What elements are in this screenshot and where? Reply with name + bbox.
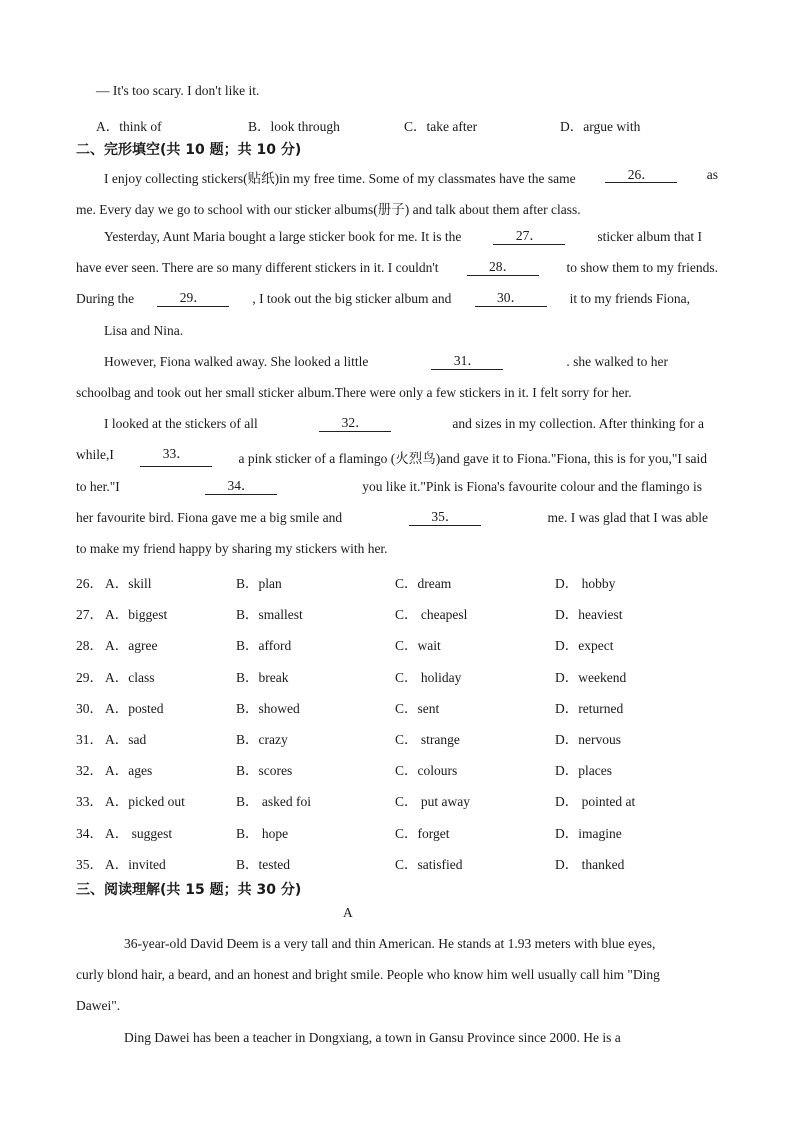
question-number: 26． <box>76 576 103 591</box>
blank-33: 33． <box>140 447 212 467</box>
passage-line-8: schoolbag and took out her small sticker album.There were only a few stickers in it. I felt sorry for her. <box>76 385 632 400</box>
previous-answer-line: — It's too scary. I don't like it. <box>96 83 260 98</box>
passage-line-2: me. Every day we go to school with our sticker albums(册子) and talk about them after class. <box>76 202 581 217</box>
question-number: 31． <box>76 732 103 747</box>
question-row <box>76 572 776 590</box>
question-number: 27． <box>76 607 103 623</box>
option-c: C．take after <box>404 119 478 134</box>
question-row <box>76 634 776 652</box>
option-a: A．agree <box>105 638 158 654</box>
option-c: C．sent <box>395 700 440 716</box>
option-b: B．tested <box>236 856 290 872</box>
blank-35: 35． <box>409 510 481 526</box>
reading-para-1-line-2: curly blond hair, a beard, and an honest and bright smile. People who know him well usually call him "Ding <box>76 967 660 982</box>
option-d: D． hobby <box>555 576 616 591</box>
option-d: D．argue with <box>560 119 641 134</box>
question-row <box>76 666 776 684</box>
option-a: A．think of <box>96 119 162 134</box>
passage-line-4: have ever seen. There are so many different stickers in it. I couldn't 28． to show them to my friends. <box>76 259 718 275</box>
option-d: D．places <box>555 763 612 779</box>
previous-question-options <box>96 115 794 133</box>
option-c: C． cheapesl <box>395 607 468 623</box>
question-number: 32． <box>76 763 103 779</box>
option-b: B．crazy <box>236 732 288 747</box>
question-number: 29． <box>76 669 103 685</box>
option-c: C．wait <box>395 638 441 654</box>
option-b: B．showed <box>236 700 300 716</box>
question-number: 30． <box>76 700 103 716</box>
section-3-title: 三、阅读理解(共 15 题；共 30 分) <box>76 882 302 898</box>
blank-34: 34． <box>205 479 277 495</box>
option-d: D．heaviest <box>555 607 623 623</box>
blank-31: 31． <box>431 354 503 370</box>
option-a: A．skill <box>105 576 152 591</box>
option-c: C． holiday <box>395 669 462 685</box>
reading-para-1-line-3: Dawei". <box>76 998 121 1013</box>
option-a: A．class <box>105 669 155 685</box>
option-b: B． hope <box>236 825 289 841</box>
option-a: A．ages <box>105 763 153 779</box>
option-d: D．nervous <box>555 732 621 747</box>
question-row <box>76 603 776 621</box>
option-d: D．imagine <box>555 825 622 841</box>
option-d: D．weekend <box>555 669 627 685</box>
question-row <box>76 759 776 777</box>
passage-line-6: Lisa and Nina. <box>104 323 184 338</box>
passage-line-5: During the 29． , I took out the big sticker album and 30． it to my friends Fiona, <box>76 290 690 306</box>
option-b: B． asked foi <box>236 794 311 810</box>
passage-line-9: I looked at the stickers of all 32． and sizes in my collection. After thinking for a <box>104 415 704 431</box>
section-2-title: 二、完形填空(共 10 题；共 10 分) <box>76 142 302 158</box>
option-a: A．posted <box>105 700 164 716</box>
reading-para-1-line-1: 36-year-old David Deem is a very tall and thin American. He stands at 1.93 meters with blue eyes, <box>124 936 656 951</box>
option-d: D． pointed at <box>555 794 636 810</box>
question-row <box>76 728 776 746</box>
option-d: D．expect <box>555 638 614 654</box>
option-a: A． suggest <box>105 825 173 841</box>
passage-line-11: to her."I 34． you like it."Pink is Fiona's favourite colour and the flamingo is <box>76 478 702 494</box>
question-row <box>76 853 776 871</box>
passage-line-7: However, Fiona walked away. She looked a little 31． . she walked to her <box>104 353 668 369</box>
option-c: C．dream <box>395 576 452 591</box>
blank-30: 30． <box>475 291 547 307</box>
blank-28: 28． <box>467 260 539 276</box>
question-row <box>76 790 776 808</box>
option-c: C． strange <box>395 732 460 747</box>
option-d: D． thanked <box>555 856 625 872</box>
reading-part-label: A <box>343 905 353 920</box>
reading-para-2-line-1: Ding Dawei has been a teacher in Dongxiang, a town in Gansu Province since 2000. He is a <box>124 1030 621 1045</box>
passage-line-10: while,I 33． a pink sticker of a flamingo (火烈鸟)and gave it to Fiona."Fiona, this is for you,"I said <box>76 446 707 466</box>
option-b: B．look through <box>248 119 340 134</box>
option-b: B．smallest <box>236 607 303 623</box>
question-number: 35． <box>76 856 103 872</box>
option-a: A．sad <box>105 732 147 747</box>
option-c: C．forget <box>395 825 450 841</box>
option-a: A．picked out <box>105 794 185 810</box>
option-a: A．invited <box>105 856 166 872</box>
option-c: C．satisfied <box>395 856 463 872</box>
question-number: 28． <box>76 638 103 654</box>
blank-29: 29． <box>157 291 229 307</box>
blank-26: 26． <box>605 168 677 183</box>
option-a: A．biggest <box>105 607 168 623</box>
option-c: C．colours <box>395 763 458 779</box>
question-number: 33． <box>76 794 103 810</box>
blank-32: 32． <box>319 416 391 432</box>
option-b: B．break <box>236 669 289 685</box>
question-number: 34． <box>76 825 103 841</box>
option-b: B．scores <box>236 763 293 779</box>
option-c: C． put away <box>395 794 470 810</box>
option-d: D．returned <box>555 700 624 716</box>
passage-line-12: her favourite bird. Fiona gave me a big smile and 35． me. I was glad that I was able <box>76 509 708 525</box>
question-row <box>76 697 776 715</box>
option-b: B．plan <box>236 576 282 591</box>
question-row <box>76 822 776 840</box>
passage-line-1: I enjoy collecting stickers(贴纸)in my free time. Some of my classmates have the same 26． as <box>104 167 718 186</box>
option-b: B．afford <box>236 638 292 654</box>
blank-27: 27． <box>493 229 565 245</box>
passage-line-13: to make my friend happy by sharing my stickers with her. <box>76 541 388 556</box>
passage-line-3: Yesterday, Aunt Maria bought a large sticker book for me. It is the 27． sticker album that I <box>104 228 702 244</box>
